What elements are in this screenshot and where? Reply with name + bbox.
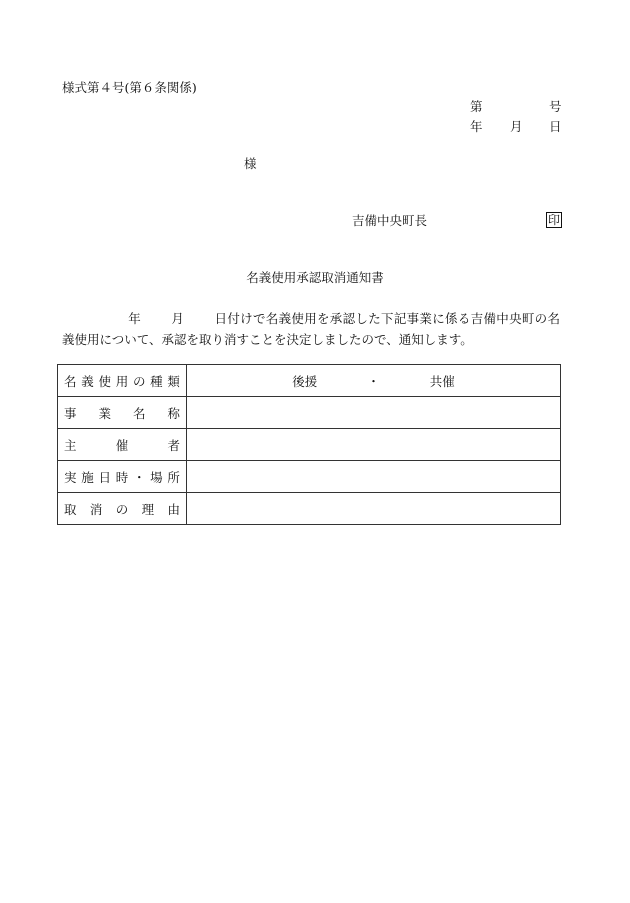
date-year-label: 年 — [470, 119, 483, 134]
organizer-value — [187, 429, 561, 461]
body-text: 日付けで名義使用を承認した下記事業に係る吉備中央町の名義使用について、承認を取り消すことを決定しましたので、通知します。 — [62, 311, 560, 347]
event-name-value — [187, 397, 561, 429]
label-char: 実 — [64, 469, 77, 485]
label-char: 用 — [115, 373, 129, 389]
seal-stamp-mark: 印 — [548, 213, 561, 227]
table-row — [58, 397, 561, 429]
support-option: 後援 — [292, 373, 318, 389]
usage-type-value — [187, 365, 561, 397]
body-year-label: 年 — [128, 311, 142, 326]
label-char: 事 — [64, 405, 77, 421]
label-char: 名 — [64, 373, 77, 389]
date-month-label: 月 — [510, 119, 523, 134]
document-number-suffix: 号 — [549, 99, 562, 114]
date-day-label: 日 — [549, 119, 562, 134]
label-char: 由 — [167, 501, 180, 517]
label-char: 所 — [167, 469, 180, 485]
option-separator: ・ — [367, 373, 380, 389]
form-reference: 様式第４号(第６条関係) — [62, 80, 197, 95]
details-table — [57, 364, 561, 525]
label-char: の — [115, 501, 129, 517]
addressee-honorific: 様 — [244, 156, 257, 171]
label-char: ・ — [132, 469, 146, 485]
cohost-option: 共催 — [429, 373, 455, 389]
label-char: 使 — [98, 373, 111, 389]
label-char: 消 — [89, 501, 103, 517]
document-title: 名義使用承認取消通知書 — [246, 270, 384, 285]
label-char: 理 — [141, 501, 155, 517]
label-char: 時 — [115, 469, 129, 485]
label-char: 名 — [132, 405, 146, 421]
table-row — [58, 461, 561, 493]
label-char: 場 — [150, 469, 163, 485]
label-char: 施 — [81, 469, 94, 485]
label-char: の — [132, 373, 146, 389]
table-row — [58, 429, 561, 461]
datetime-place-value — [187, 461, 561, 493]
table-row — [58, 493, 561, 525]
label-char: 者 — [167, 437, 180, 453]
row-label-organizer — [58, 429, 187, 461]
issuer-name: 吉備中央町長 — [352, 213, 428, 228]
label-char: 取 — [64, 501, 77, 517]
label-char: 業 — [98, 405, 111, 421]
row-label-datetime-place — [58, 461, 187, 493]
label-char: 称 — [167, 405, 180, 421]
label-char: 類 — [167, 373, 180, 389]
label-char: 催 — [115, 437, 129, 453]
body-month-label: 月 — [171, 311, 185, 326]
label-char: 種 — [150, 373, 163, 389]
row-label-type — [58, 365, 187, 397]
label-char: 義 — [81, 373, 94, 389]
label-char: 日 — [98, 469, 111, 485]
notice-body — [62, 308, 560, 350]
row-label-cancel-reason — [58, 493, 187, 525]
row-label-event-name — [58, 397, 187, 429]
document-number-prefix: 第 — [470, 99, 483, 114]
label-char: 主 — [64, 437, 77, 453]
table-row — [58, 365, 561, 397]
cancel-reason-value — [187, 493, 561, 525]
